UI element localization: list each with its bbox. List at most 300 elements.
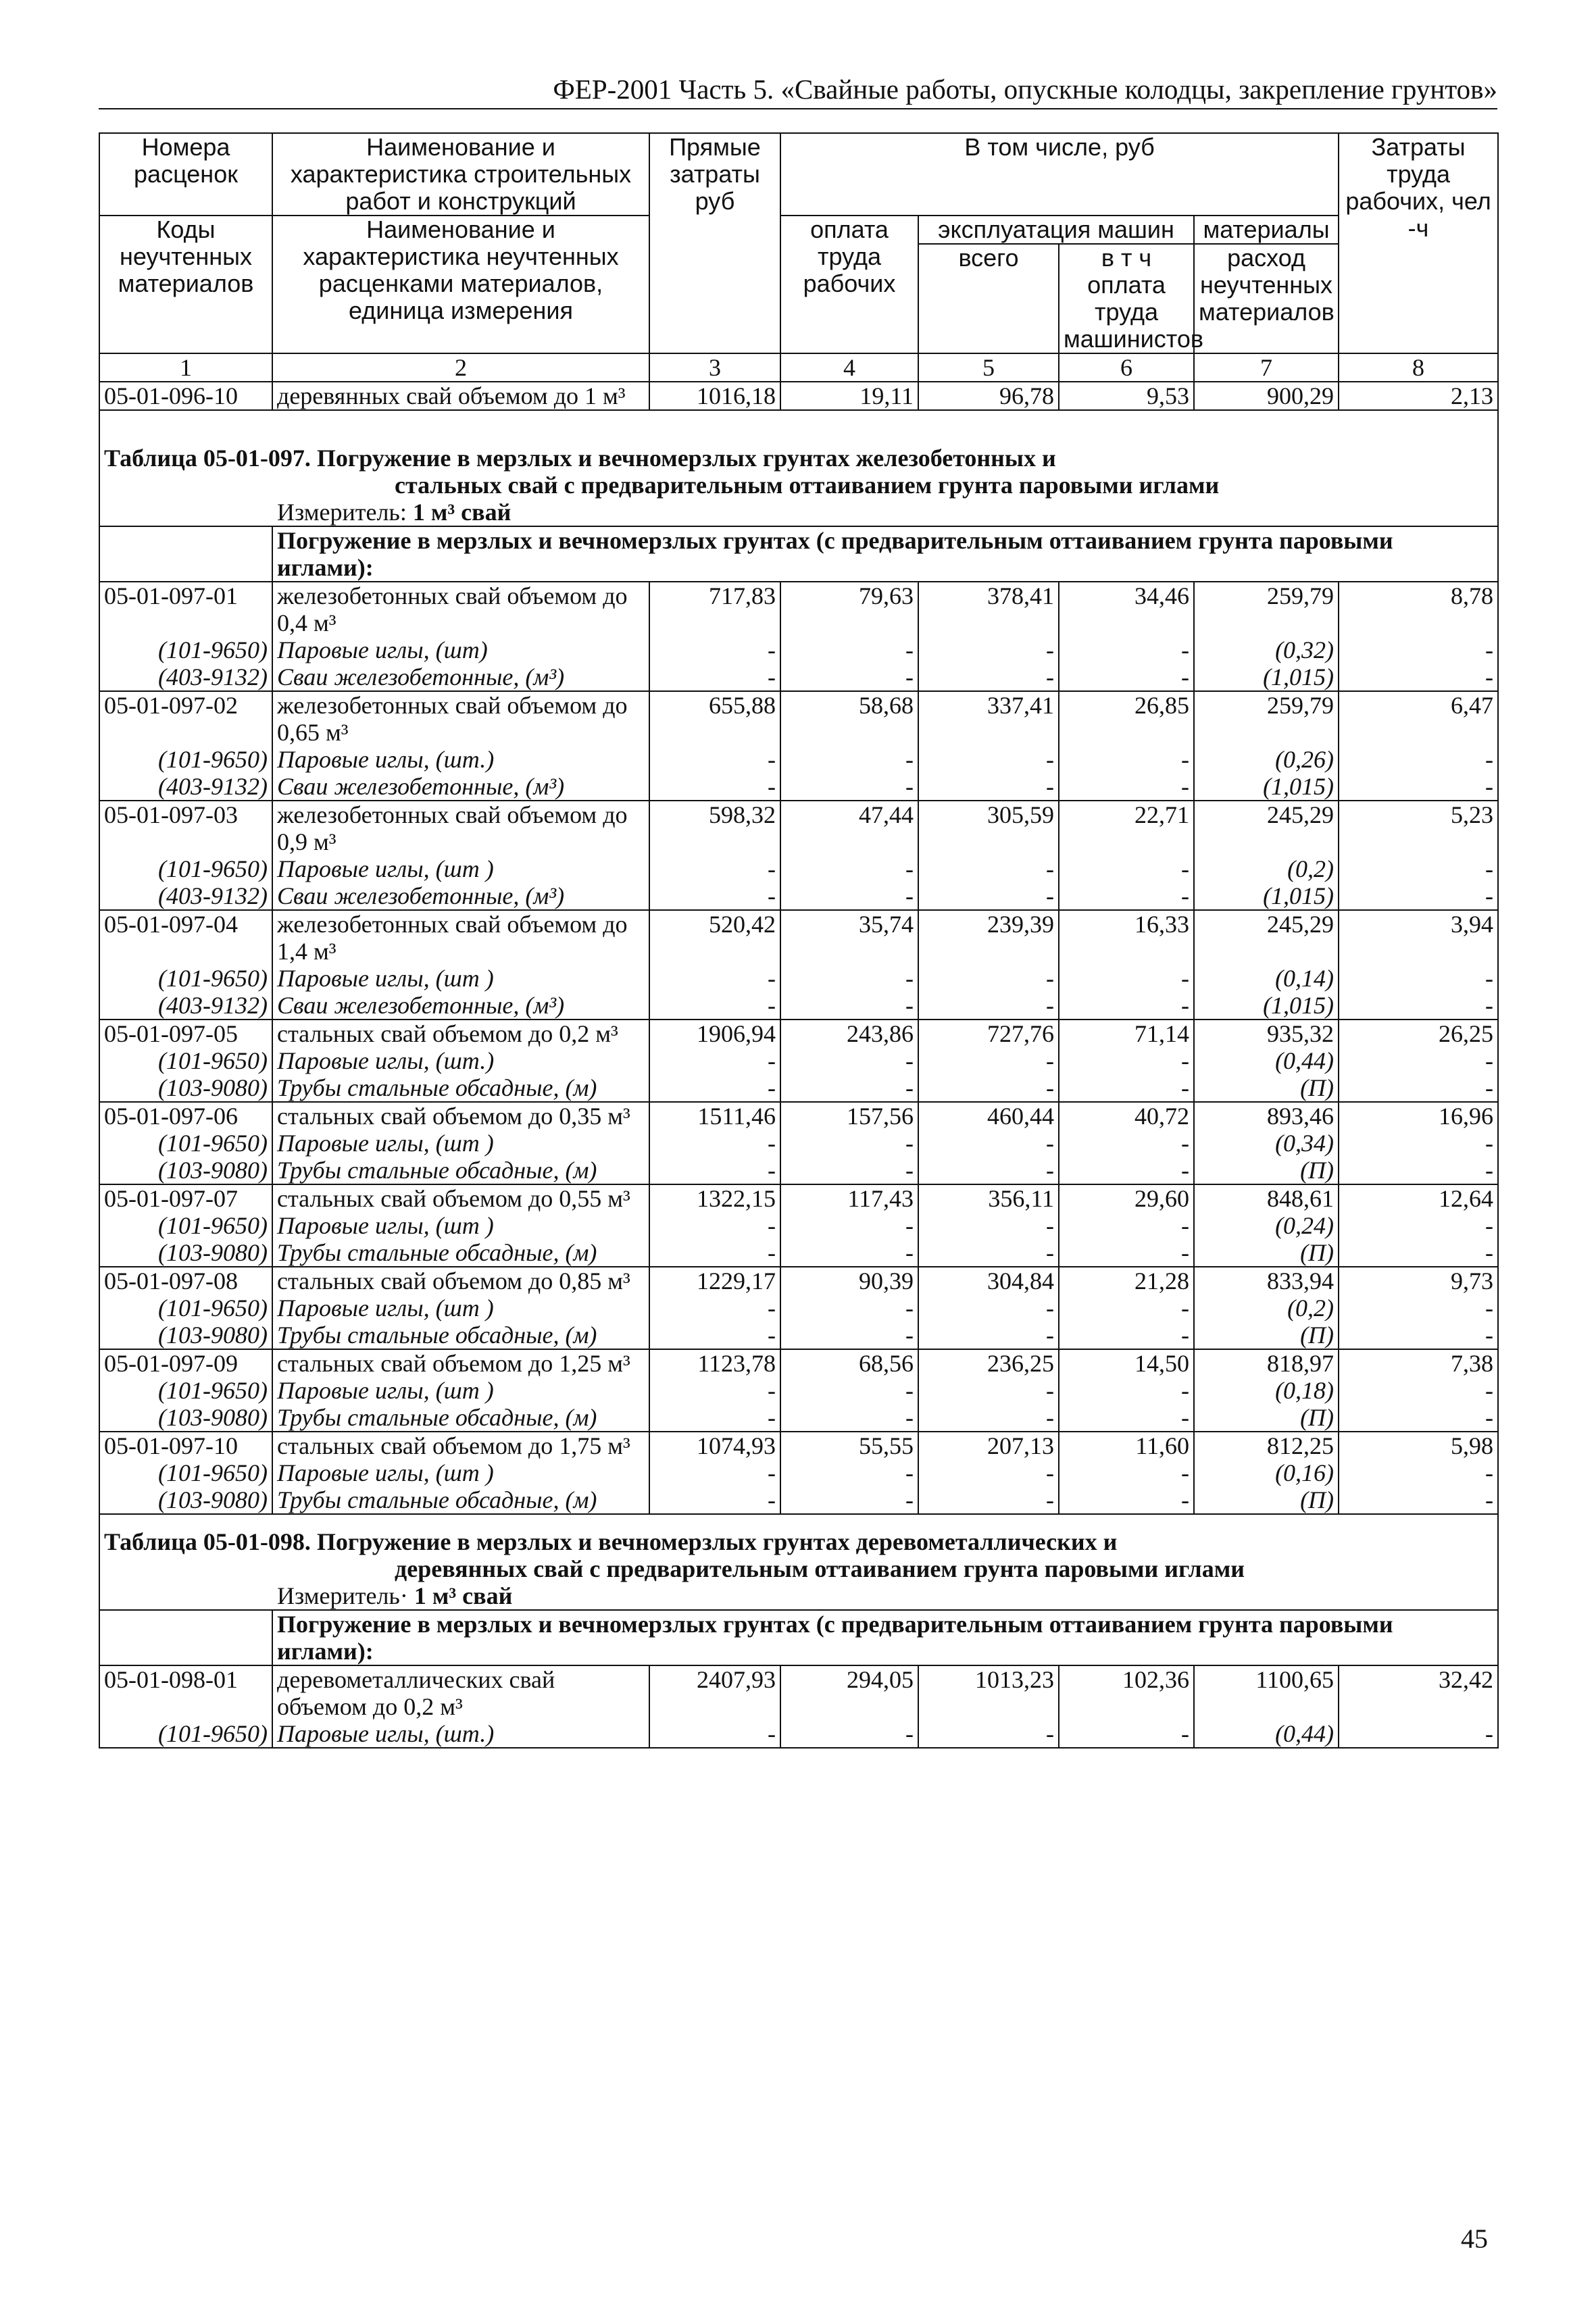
table-row	[99, 382, 1498, 410]
material-col-4: -	[780, 992, 918, 1020]
material-col-7: (0,44)	[1194, 1720, 1339, 1748]
work-name: стальных свай объемом до 0,2 м³	[272, 1020, 649, 1047]
material-name: Сваи железобетонные, (м³)	[272, 882, 649, 910]
material-col-6: -	[1059, 1047, 1194, 1074]
material-col-4: -	[780, 1047, 918, 1074]
value-col-4: 47,44	[780, 801, 918, 855]
work-name: стальных свай объемом до 0,35 м³	[272, 1102, 649, 1130]
material-col-6: -	[1059, 882, 1194, 910]
material-name: Сваи железобетонные, (м³)	[272, 773, 649, 801]
material-col-3: -	[649, 1074, 780, 1102]
material-col-7: (П)	[1194, 1404, 1339, 1432]
material-col-6: -	[1059, 1130, 1194, 1157]
column-number-2: 2	[272, 353, 649, 382]
material-col-7: (0,44)	[1194, 1047, 1339, 1074]
material-row	[99, 1294, 1498, 1322]
table-label: Таблица 05-01-097.	[104, 445, 311, 472]
material-col-6: -	[1059, 1486, 1194, 1514]
material-col-8: -	[1339, 1486, 1498, 1514]
rate-code: 05-01-097-01	[99, 582, 272, 636]
value-col-6: 34,46	[1059, 582, 1194, 636]
material-row	[99, 882, 1498, 910]
material-col-3: -	[649, 1404, 780, 1432]
value-col-6: 9,53	[1059, 382, 1194, 410]
measure-value: 1 м³ свай	[414, 1582, 513, 1609]
measure-row	[99, 1582, 1498, 1610]
material-col-7: (1,015)	[1194, 882, 1339, 910]
measure-label: Измеритель:	[277, 499, 413, 526]
section-row	[99, 1610, 1498, 1665]
material-row	[99, 773, 1498, 801]
value-col-7: 812,25	[1194, 1432, 1339, 1459]
material-col-3: -	[649, 882, 780, 910]
value-col-5: 356,11	[918, 1184, 1059, 1212]
material-col-7: (0,2)	[1194, 855, 1339, 882]
material-code: (101-9650)	[99, 636, 272, 663]
table-row	[99, 1349, 1498, 1377]
material-name: Паровые иглы, (шт )	[272, 965, 649, 992]
value-col-3: 1016,18	[649, 382, 780, 410]
material-row	[99, 1212, 1498, 1239]
table-row	[99, 582, 1498, 636]
material-name: Паровые иглы, (шт )	[272, 1130, 649, 1157]
value-col-7: 848,61	[1194, 1184, 1339, 1212]
material-col-8: -	[1339, 636, 1498, 663]
material-col-5: -	[918, 1486, 1059, 1514]
material-col-7: (0,2)	[1194, 1294, 1339, 1322]
work-name: железобетонных свай объемом до 0,9 м³	[272, 801, 649, 855]
material-col-3: -	[649, 1047, 780, 1074]
spacer-row	[99, 410, 1498, 445]
material-col-6: -	[1059, 773, 1194, 801]
material-col-4: -	[780, 1130, 918, 1157]
material-col-6: -	[1059, 992, 1194, 1020]
material-name: Сваи железобетонные, (м³)	[272, 663, 649, 691]
material-col-3: -	[649, 855, 780, 882]
value-col-6: 40,72	[1059, 1102, 1194, 1130]
material-col-5: -	[918, 1459, 1059, 1486]
material-col-7: (0,14)	[1194, 965, 1339, 992]
material-col-3: -	[649, 965, 780, 992]
running-header: ФЕР-2001 Часть 5. «Свайные работы, опускные колодцы, закрепление грунтов»	[553, 74, 1497, 105]
material-col-7: (0,26)	[1194, 746, 1339, 773]
material-col-4: -	[780, 1074, 918, 1102]
material-col-3: -	[649, 663, 780, 691]
table-title-row	[99, 445, 1498, 499]
value-col-5: 460,44	[918, 1102, 1059, 1130]
material-row	[99, 746, 1498, 773]
material-col-4: -	[780, 1459, 918, 1486]
value-col-3: 2407,93	[649, 1665, 780, 1720]
value-col-8: 3,94	[1339, 910, 1498, 965]
value-col-8: 12,64	[1339, 1184, 1498, 1212]
table-row	[99, 801, 1498, 855]
material-col-3: -	[649, 1212, 780, 1239]
rate-code: 05-01-097-09	[99, 1349, 272, 1377]
section-blank	[99, 1610, 272, 1665]
value-col-3: 520,42	[649, 910, 780, 965]
material-row	[99, 1486, 1498, 1514]
work-name: стальных свай объемом до 0,85 м³	[272, 1267, 649, 1294]
material-col-5: -	[918, 1404, 1059, 1432]
table-title-cell	[99, 445, 1498, 499]
material-code: (101-9650)	[99, 965, 272, 992]
material-code: (103-9080)	[99, 1074, 272, 1102]
value-col-7: 833,94	[1194, 1267, 1339, 1294]
value-col-3: 655,88	[649, 691, 780, 746]
material-row	[99, 1322, 1498, 1349]
column-number-7: 7	[1194, 353, 1339, 382]
material-col-3: -	[649, 636, 780, 663]
material-name: Паровые иглы, (шт )	[272, 1212, 649, 1239]
material-col-4: -	[780, 882, 918, 910]
material-col-5: -	[918, 1130, 1059, 1157]
material-col-7: (П)	[1194, 1486, 1339, 1514]
material-col-7: (П)	[1194, 1157, 1339, 1184]
material-col-8: -	[1339, 965, 1498, 992]
material-col-3: -	[649, 1239, 780, 1267]
material-col-6: -	[1059, 1404, 1194, 1432]
material-col-8: -	[1339, 992, 1498, 1020]
value-col-8: 16,96	[1339, 1102, 1498, 1130]
material-col-6: -	[1059, 1212, 1194, 1239]
measure-value: 1 м³ свай	[412, 499, 512, 526]
material-name: Трубы стальные обсадные, (м)	[272, 1404, 649, 1432]
material-col-4: -	[780, 1322, 918, 1349]
material-row	[99, 1239, 1498, 1267]
value-col-8: 5,23	[1339, 801, 1498, 855]
work-name: стальных свай объемом до 1,75 м³	[272, 1432, 649, 1459]
page-number: 45	[1461, 2223, 1488, 2254]
value-col-6: 102,36	[1059, 1665, 1194, 1720]
value-col-7: 259,79	[1194, 691, 1339, 746]
value-col-7: 1100,65	[1194, 1665, 1339, 1720]
section-title: Погружение в мерзлых и вечномерзлых грунтах (с предварительным оттаиванием грунта паровыми иглами):	[272, 1610, 1498, 1665]
material-col-8: -	[1339, 1720, 1498, 1748]
value-col-3: 598,32	[649, 801, 780, 855]
material-col-4: -	[780, 663, 918, 691]
material-col-5: -	[918, 1377, 1059, 1404]
value-col-8: 6,47	[1339, 691, 1498, 746]
value-col-5: 304,84	[918, 1267, 1059, 1294]
material-col-4: -	[780, 1239, 918, 1267]
spacer-cell	[99, 1514, 1498, 1528]
material-col-4: -	[780, 746, 918, 773]
work-name: стальных свай объемом до 1,25 м³	[272, 1349, 649, 1377]
value-col-4: 58,68	[780, 691, 918, 746]
measure-cell	[99, 1582, 1498, 1610]
material-col-5: -	[918, 855, 1059, 882]
work-name: железобетонных свай объемом до 0,65 м³	[272, 691, 649, 746]
material-col-3: -	[649, 1157, 780, 1184]
material-name: Трубы стальные обсадные, (м)	[272, 1074, 649, 1102]
table-title-line-1: Погружение в мерзлых и вечномерзлых грунтах деревометаллических и	[310, 1528, 1118, 1555]
material-col-5: -	[918, 992, 1059, 1020]
value-col-4: 35,74	[780, 910, 918, 965]
material-col-5: -	[918, 746, 1059, 773]
value-col-3: 1906,94	[649, 1020, 780, 1047]
value-col-6: 71,14	[1059, 1020, 1194, 1047]
material-col-5: -	[918, 965, 1059, 992]
section-blank	[99, 526, 272, 582]
value-col-7: 259,79	[1194, 582, 1339, 636]
value-col-5: 207,13	[918, 1432, 1059, 1459]
value-col-4: 243,86	[780, 1020, 918, 1047]
value-col-5: 727,76	[918, 1020, 1059, 1047]
material-col-6: -	[1059, 1074, 1194, 1102]
value-col-7: 245,29	[1194, 910, 1339, 965]
material-col-7: (0,24)	[1194, 1212, 1339, 1239]
value-col-4: 19,11	[780, 382, 918, 410]
material-col-7: (П)	[1194, 1322, 1339, 1349]
material-row	[99, 1459, 1498, 1486]
material-code: (403-9132)	[99, 773, 272, 801]
work-name: железобетонных свай объемом до 0,4 м³	[272, 582, 649, 636]
value-col-6: 26,85	[1059, 691, 1194, 746]
material-row	[99, 992, 1498, 1020]
value-col-3: 717,83	[649, 582, 780, 636]
material-name: Сваи железобетонные, (м³)	[272, 992, 649, 1020]
material-col-7: (0,32)	[1194, 636, 1339, 663]
material-col-5: -	[918, 1322, 1059, 1349]
value-col-8: 2,13	[1339, 382, 1498, 410]
rate-code: 05-01-097-03	[99, 801, 272, 855]
materials-header: материалы	[1194, 216, 1339, 244]
material-col-8: -	[1339, 663, 1498, 691]
material-col-5: -	[918, 1212, 1059, 1239]
rate-code: 05-01-097-05	[99, 1020, 272, 1047]
material-col-7: (П)	[1194, 1239, 1339, 1267]
material-col-8: -	[1339, 1377, 1498, 1404]
material-code: (101-9650)	[99, 1212, 272, 1239]
material-code: (103-9080)	[99, 1404, 272, 1432]
value-col-7: 245,29	[1194, 801, 1339, 855]
table-title-rest: стальных свай с предварительным оттаиванием грунта паровыми иглами	[395, 472, 1220, 499]
material-col-4: -	[780, 965, 918, 992]
material-row	[99, 965, 1498, 992]
material-col-8: -	[1339, 1459, 1498, 1486]
value-col-6: 21,28	[1059, 1267, 1194, 1294]
value-col-6: 22,71	[1059, 801, 1194, 855]
value-col-4: 294,05	[780, 1665, 918, 1720]
material-name: Трубы стальные обсадные, (м)	[272, 1486, 649, 1514]
material-col-5: -	[918, 636, 1059, 663]
material-col-6: -	[1059, 1377, 1194, 1404]
material-col-4: -	[780, 855, 918, 882]
measure-row	[99, 499, 1498, 526]
material-row	[99, 1404, 1498, 1432]
material-code: (101-9650)	[99, 746, 272, 773]
value-col-8: 32,42	[1339, 1665, 1498, 1720]
material-col-8: -	[1339, 882, 1498, 910]
value-col-7: 900,29	[1194, 382, 1339, 410]
table-row	[99, 1432, 1498, 1459]
col-3-header: Прямые затраты руб	[649, 133, 780, 353]
material-col-4: -	[780, 1212, 918, 1239]
col-7-header: расход неучтенных материалов	[1194, 244, 1339, 353]
column-number-1: 1	[99, 353, 272, 382]
table-end-row	[99, 1748, 1498, 1749]
material-col-6: -	[1059, 663, 1194, 691]
material-name: Паровые иглы, (шт )	[272, 1459, 649, 1486]
spacer-row	[99, 1514, 1498, 1528]
material-code: (101-9650)	[99, 855, 272, 882]
material-col-7: (1,015)	[1194, 992, 1339, 1020]
rate-code: 05-01-097-04	[99, 910, 272, 965]
material-col-3: -	[649, 1720, 780, 1748]
material-code: (101-9650)	[99, 1130, 272, 1157]
col-2-top-header: Наименование и характеристика строительных работ и конструкций	[272, 133, 649, 216]
rate-code: 05-01-097-08	[99, 1267, 272, 1294]
work-name: стальных свай объемом до 0,55 м³	[272, 1184, 649, 1212]
column-number-4: 4	[780, 353, 918, 382]
material-col-4: -	[780, 1720, 918, 1748]
table-title-rest: деревянных свай с предварительным оттаиванием грунта паровыми иглами	[395, 1555, 1245, 1582]
material-row	[99, 1047, 1498, 1074]
table-row	[99, 1665, 1498, 1720]
value-col-5: 239,39	[918, 910, 1059, 965]
material-code: (403-9132)	[99, 992, 272, 1020]
column-number-3: 3	[649, 353, 780, 382]
material-col-8: -	[1339, 1157, 1498, 1184]
material-code: (101-9650)	[99, 1720, 272, 1748]
value-col-4: 90,39	[780, 1267, 918, 1294]
value-col-5: 1013,23	[918, 1665, 1059, 1720]
value-col-3: 1322,15	[649, 1184, 780, 1212]
material-col-6: -	[1059, 636, 1194, 663]
value-col-8: 5,98	[1339, 1432, 1498, 1459]
table-end-cell	[99, 1748, 1498, 1749]
value-col-6: 29,60	[1059, 1184, 1194, 1212]
material-col-4: -	[780, 1157, 918, 1184]
material-col-3: -	[649, 1294, 780, 1322]
column-numbers-row	[99, 353, 1498, 382]
material-row	[99, 1157, 1498, 1184]
material-name: Паровые иглы, (шт )	[272, 855, 649, 882]
material-code: (101-9650)	[99, 1047, 272, 1074]
material-col-6: -	[1059, 1239, 1194, 1267]
material-name: Паровые иглы, (шт.)	[272, 746, 649, 773]
material-col-4: -	[780, 1294, 918, 1322]
material-col-3: -	[649, 1486, 780, 1514]
col-8-header: Затраты труда рабочих, чел -ч	[1339, 133, 1498, 353]
material-col-4: -	[780, 1404, 918, 1432]
material-name: Трубы стальные обсадные, (м)	[272, 1157, 649, 1184]
material-col-5: -	[918, 1239, 1059, 1267]
table-title-row	[99, 1528, 1498, 1582]
material-row	[99, 1074, 1498, 1102]
value-col-3: 1511,46	[649, 1102, 780, 1130]
table-row	[99, 1267, 1498, 1294]
material-code: (103-9080)	[99, 1157, 272, 1184]
material-col-6: -	[1059, 1294, 1194, 1322]
material-name: Трубы стальные обсадные, (м)	[272, 1322, 649, 1349]
value-col-4: 55,55	[780, 1432, 918, 1459]
material-col-6: -	[1059, 1322, 1194, 1349]
col-4-header: оплата труда рабочих	[780, 216, 918, 353]
material-col-8: -	[1339, 1074, 1498, 1102]
material-row	[99, 1130, 1498, 1157]
material-col-3: -	[649, 1130, 780, 1157]
value-col-3: 1074,93	[649, 1432, 780, 1459]
material-code: (103-9080)	[99, 1486, 272, 1514]
column-number-8: 8	[1339, 353, 1498, 382]
table-row	[99, 1020, 1498, 1047]
material-col-8: -	[1339, 1130, 1498, 1157]
material-col-8: -	[1339, 1212, 1498, 1239]
machines-header: эксплуатация машин	[918, 216, 1194, 244]
table-row	[99, 910, 1498, 965]
value-col-3: 1123,78	[649, 1349, 780, 1377]
material-row	[99, 855, 1498, 882]
material-code: (101-9650)	[99, 1459, 272, 1486]
material-col-8: -	[1339, 1239, 1498, 1267]
material-col-5: -	[918, 1074, 1059, 1102]
material-name: Паровые иглы, (шт )	[272, 1377, 649, 1404]
work-name: деревянных свай объемом до 1 м³	[272, 382, 649, 410]
material-code: (101-9650)	[99, 1377, 272, 1404]
material-row	[99, 1377, 1498, 1404]
material-col-8: -	[1339, 1404, 1498, 1432]
material-col-7: (0,18)	[1194, 1377, 1339, 1404]
value-col-5: 96,78	[918, 382, 1059, 410]
table-label: Таблица 05-01-098.	[104, 1528, 311, 1555]
material-col-5: -	[918, 882, 1059, 910]
col-1-top-header: Номера расценок	[99, 133, 272, 216]
material-col-4: -	[780, 773, 918, 801]
measure-cell	[99, 499, 1498, 526]
rate-code: 05-01-098-01	[99, 1665, 272, 1720]
material-code: (403-9132)	[99, 663, 272, 691]
material-col-7: (1,015)	[1194, 773, 1339, 801]
value-col-4: 117,43	[780, 1184, 918, 1212]
value-col-4: 79,63	[780, 582, 918, 636]
material-col-6: -	[1059, 965, 1194, 992]
work-name: деревометаллических свай объемом до 0,2 м³	[272, 1665, 649, 1720]
rate-code: 05-01-096-10	[99, 382, 272, 410]
material-col-5: -	[918, 1294, 1059, 1322]
material-col-8: -	[1339, 1322, 1498, 1349]
spacer-cell	[99, 410, 1498, 445]
material-col-7: (0,34)	[1194, 1130, 1339, 1157]
material-row	[99, 636, 1498, 663]
value-col-6: 14,50	[1059, 1349, 1194, 1377]
header-row-1	[99, 133, 1498, 216]
rate-code: 05-01-097-02	[99, 691, 272, 746]
material-col-3: -	[649, 1322, 780, 1349]
value-col-7: 818,97	[1194, 1349, 1339, 1377]
group-header: В том числе, руб	[780, 133, 1339, 216]
value-col-3: 1229,17	[649, 1267, 780, 1294]
material-name: Паровые иглы, (шт.)	[272, 1047, 649, 1074]
material-col-3: -	[649, 773, 780, 801]
material-col-6: -	[1059, 855, 1194, 882]
column-number-5: 5	[918, 353, 1059, 382]
material-col-4: -	[780, 636, 918, 663]
section-row	[99, 526, 1498, 582]
col-5-header: всего	[918, 244, 1059, 353]
material-name: Паровые иглы, (шт.)	[272, 1720, 649, 1748]
rate-code: 05-01-097-10	[99, 1432, 272, 1459]
value-col-8: 8,78	[1339, 582, 1498, 636]
material-col-3: -	[649, 992, 780, 1020]
material-col-6: -	[1059, 1459, 1194, 1486]
value-col-6: 16,33	[1059, 910, 1194, 965]
material-name: Паровые иглы, (шт)	[272, 636, 649, 663]
material-col-3: -	[649, 746, 780, 773]
material-col-5: -	[918, 663, 1059, 691]
value-col-5: 236,25	[918, 1349, 1059, 1377]
